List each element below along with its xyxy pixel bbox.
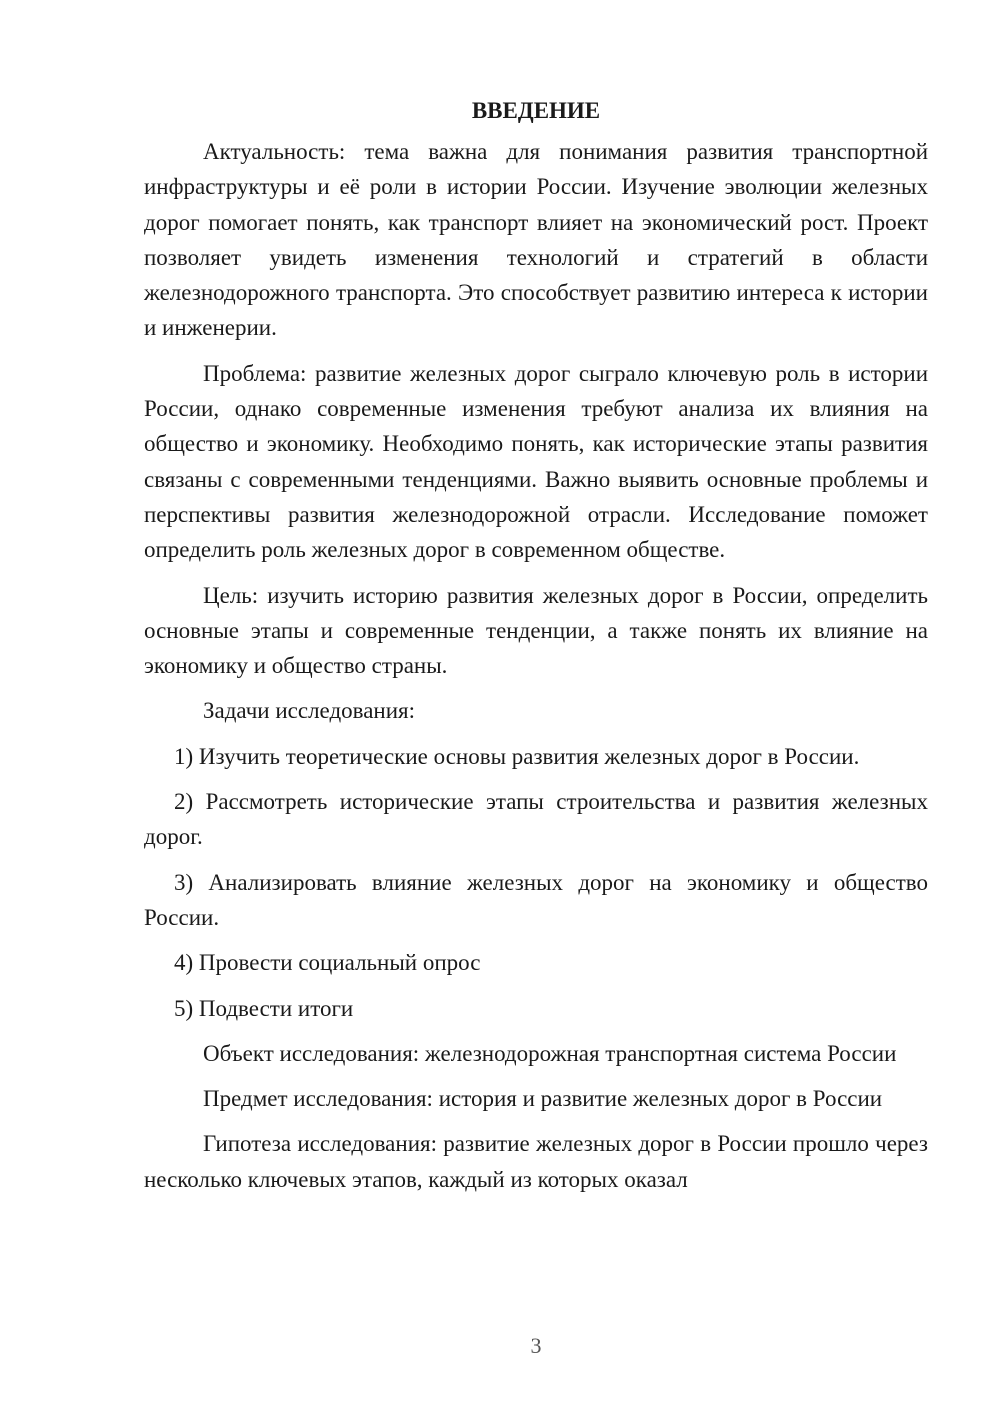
tasks-heading: Задачи исследования: (203, 698, 416, 724)
page-number: 3 (530, 1333, 542, 1358)
paragraph-problem: Проблема: развитие железных дорог сыграло ключевую роль в истории России, однако современные изменения требуют анализа их влияния на общество и экономику. Необходимо понять, как исторические этапы развития связаны с современными тенденциями. Важно выявить основные проблемы и перспективы развития железнодорожной отрасли. Исследование поможет определить роль железных дорог в современном обществе. (144, 360, 928, 563)
task-item-5: 5) Подвести итоги (174, 995, 354, 1021)
task-item-2: 2) Рассмотреть исторические этапы строительства и развития железных дорог. (144, 789, 928, 850)
task-item-4: 4) Провести социальный опрос (174, 950, 481, 976)
task-item-1: 1) Изучить теоретические основы развития железных дорог в России. (174, 743, 860, 769)
paragraph-hypothesis: Гипотеза исследования: развитие железных дорог в России прошло через несколько ключевых этапов, каждый из которых оказал (144, 1131, 928, 1192)
paragraph-relevance: Актуальность: тема важна для понимания развития транспортной инфраструктуры и её роли в истории России. Изучение эволюции железных дорог помогает понять, как транспорт влияет на экономический рост. Проект позволяет увидеть изменения технологий и стратегий в области железнодорожного транспорта. Это способствует развитию интереса к истории и инженерии. (144, 139, 928, 341)
section-heading: ВВЕДЕНИЕ (471, 98, 601, 123)
paragraph-goal: Цель: изучить историю развития железных дорог в России, определить основные этапы и современные тенденции, а также понять их влияние на экономику и общество страны. (144, 582, 928, 679)
page-content (144, 96, 928, 1207)
task-item-3: 3) Анализировать влияние железных дорог на экономику и общество России. (144, 869, 928, 930)
paragraph-subject: Предмет исследования: история и развитие железных дорог в России (203, 1086, 883, 1112)
paragraph-object: Объект исследования: железнодорожная транспортная система России (203, 1040, 897, 1066)
